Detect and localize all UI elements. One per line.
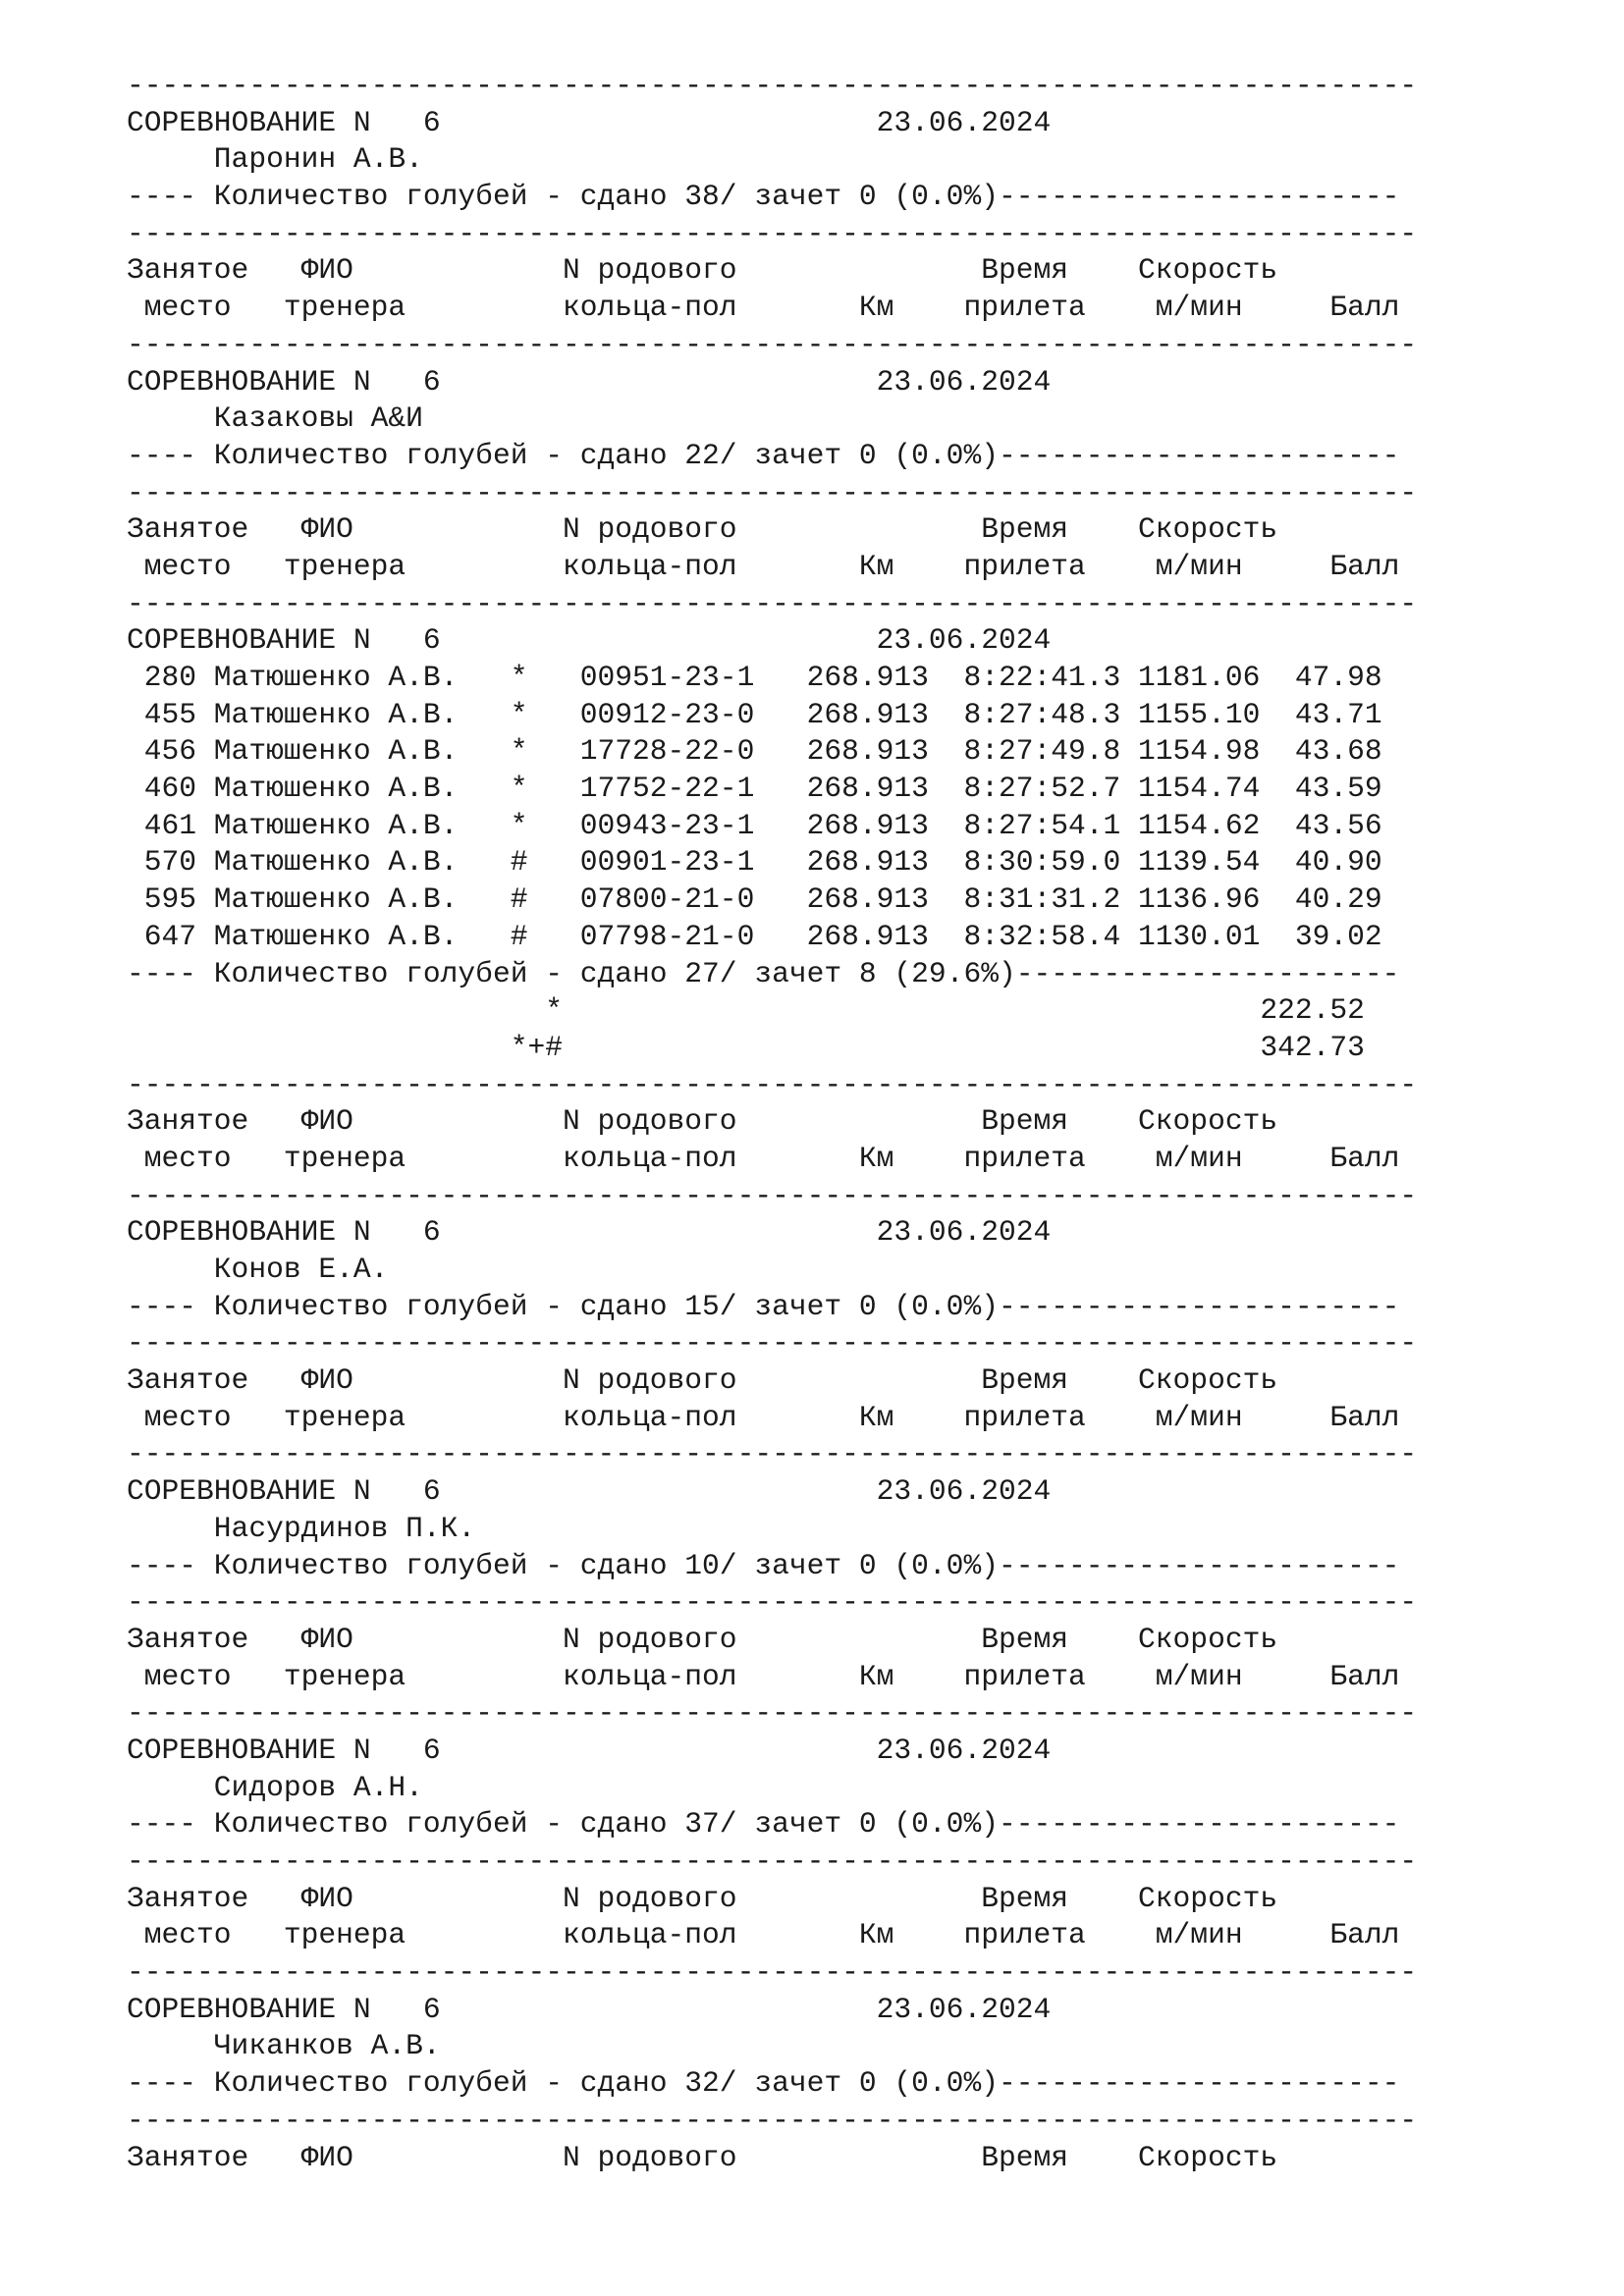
divider-line: -------------------------------------------------------------------------- <box>127 1178 1418 1212</box>
trainer-name: Казаковы А&И <box>127 401 423 436</box>
competition-header: СОРЕВНОВАНИЕ N 6 23.06.2024 <box>127 105 1052 139</box>
column-header-row-2: место тренера кольца-пол Км прилета м/мин Балл <box>127 549 1400 583</box>
pigeon-count-summary: ---- Количество голубей - сдано 37/ зачет 0 (0.0%)----------------------- <box>127 1807 1400 1842</box>
pigeon-count-summary: ---- Количество голубей - сдано 10/ зачет 0 (0.0%)----------------------- <box>127 1548 1400 1582</box>
points-total-row: * 222.52 <box>127 993 1365 1028</box>
divider-line: -------------------------------------------------------------------------- <box>127 1437 1418 1471</box>
column-header-row-2: место тренера кольца-пол Км прилета м/мин Балл <box>127 1659 1400 1693</box>
result-row: 595 Матюшенко А.В. # 07800-21-0 268.913 8:31:31.2 1136.96 40.29 <box>127 882 1382 917</box>
divider-line: -------------------------------------------------------------------------- <box>127 1955 1418 1990</box>
column-header-row-2: место тренера кольца-пол Км прилета м/мин Балл <box>127 1918 1400 1952</box>
divider-line: -------------------------------------------------------------------------- <box>127 1326 1418 1361</box>
column-header-row-1: Занятое ФИО N родового Время Скорость <box>127 512 1278 547</box>
column-header-row-1: Занятое ФИО N родового Время Скорость <box>127 1363 1278 1398</box>
column-header-row-1: Занятое ФИО N родового Время Скорость <box>127 1881 1278 1915</box>
divider-line: -------------------------------------------------------------------------- <box>127 327 1418 361</box>
pigeon-count-summary: ---- Количество голубей - сдано 15/ зачет 0 (0.0%)----------------------- <box>127 1289 1400 1323</box>
divider-line: -------------------------------------------------------------------------- <box>127 475 1418 509</box>
divider-line: -------------------------------------------------------------------------- <box>127 586 1418 620</box>
pigeon-count-summary: ---- Количество голубей - сдано 32/ зачет 0 (0.0%)----------------------- <box>127 2066 1400 2101</box>
result-row: 647 Матюшенко А.В. # 07798-21-0 268.913 8:32:58.4 1130.01 39.02 <box>127 919 1382 953</box>
divider-line: -------------------------------------------------------------------------- <box>127 2103 1418 2137</box>
competition-header: СОРЕВНОВАНИЕ N 6 23.06.2024 <box>127 1474 1052 1509</box>
points-total-row: *+# 342.73 <box>127 1030 1365 1064</box>
divider-line: -------------------------------------------------------------------------- <box>127 1844 1418 1878</box>
column-header-row-2: место тренера кольца-пол Км прилета м/мин Балл <box>127 1400 1400 1434</box>
trainer-name: Чиканков А.В. <box>127 2029 441 2063</box>
column-header-row-1: Занятое ФИО N родового Время Скорость <box>127 1104 1278 1139</box>
result-row: 461 Матюшенко А.В. * 00943-23-1 268.913 8:27:54.1 1154.62 43.56 <box>127 808 1382 842</box>
divider-line: -------------------------------------------------------------------------- <box>127 69 1418 102</box>
result-row: 460 Матюшенко А.В. * 17752-22-1 268.913 8:27:52.7 1154.74 43.59 <box>127 772 1382 806</box>
pigeon-count-summary: ---- Количество голубей - сдано 38/ зачет 0 (0.0%)----------------------- <box>127 180 1400 214</box>
column-header-row-1: Занятое ФИО N родового Время Скорость <box>127 2140 1278 2174</box>
competition-header: СОРЕВНОВАНИЕ N 6 23.06.2024 <box>127 1733 1052 1767</box>
column-header-row-2: место тренера кольца-пол Км прилета м/мин Балл <box>127 291 1400 325</box>
pigeon-count-summary: ---- Количество голубей - сдано 27/ зачет 8 (29.6%)---------------------- <box>127 956 1400 990</box>
result-row: 280 Матюшенко А.В. * 00951-23-1 268.913 8:22:41.3 1181.06 47.98 <box>127 661 1382 694</box>
divider-line: -------------------------------------------------------------------------- <box>127 1585 1418 1620</box>
result-row: 570 Матюшенко А.В. # 00901-23-1 268.913 8:30:59.0 1139.54 40.90 <box>127 845 1382 880</box>
trainer-name: Конов Е.А. <box>127 1253 389 1286</box>
trainer-name: Сидоров А.Н. <box>127 1770 423 1804</box>
competition-report <box>127 68 1560 2176</box>
divider-line: -------------------------------------------------------------------------- <box>127 1696 1418 1731</box>
pigeon-count-summary: ---- Количество голубей - сдано 22/ зачет 0 (0.0%)----------------------- <box>127 438 1400 472</box>
result-row: 456 Матюшенко А.В. * 17728-22-0 268.913 8:27:49.8 1154.98 43.68 <box>127 734 1382 769</box>
result-row: 455 Матюшенко А.В. * 00912-23-0 268.913 8:27:48.3 1155.10 43.71 <box>127 697 1382 731</box>
column-header-row-1: Занятое ФИО N родового Время Скорость <box>127 253 1278 288</box>
trainer-name: Насурдинов П.К. <box>127 1511 476 1545</box>
competition-header: СОРЕВНОВАНИЕ N 6 23.06.2024 <box>127 1215 1052 1250</box>
competition-header: СОРЕВНОВАНИЕ N 6 23.06.2024 <box>127 623 1052 658</box>
divider-line: -------------------------------------------------------------------------- <box>127 216 1418 250</box>
competition-header: СОРЕВНОВАНИЕ N 6 23.06.2024 <box>127 364 1052 399</box>
divider-line: -------------------------------------------------------------------------- <box>127 1067 1418 1101</box>
column-header-row-1: Занятое ФИО N родового Время Скорость <box>127 1622 1278 1656</box>
trainer-name: Паронин А.В. <box>127 142 423 177</box>
column-header-row-2: место тренера кольца-пол Км прилета м/мин Балл <box>127 1141 1400 1175</box>
competition-header: СОРЕВНОВАНИЕ N 6 23.06.2024 <box>127 1992 1052 2026</box>
